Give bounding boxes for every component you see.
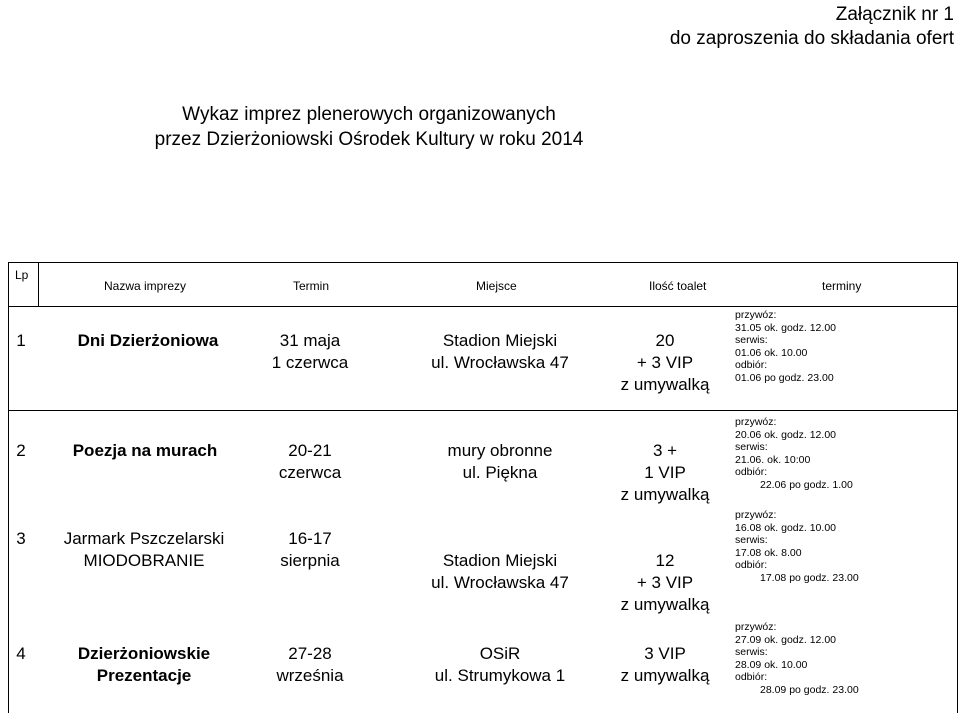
document-title-line1: Wykaz imprez plenerowych organizowanych [182,104,556,125]
event-name: Jarmark Pszczelarski MIODOBRANIE [63,529,225,570]
column-header-toilets: Ilość toalet [649,279,707,293]
row-number: 2 [16,441,26,460]
event-term: 16-17 sierpnia [280,529,340,570]
annex-subtitle: do zaproszenia do składania ofert [669,28,954,49]
event-toilets: 20 + 3 VIP z umywalką [620,331,710,394]
event-schedule: przywóz: 27.09 ok. godz. 12.00 serwis: 28.09 ok. 10.00 odbiór: 28.09 po godz. 23.00 [735,621,859,696]
annex-number: Załącznik nr 1 [835,4,954,25]
event-toilets: 3 + 1 VIP z umywalką [620,441,710,504]
event-schedule: przywóz: 20.06 ok. godz. 12.00 serwis: 21.06. ok. 10:00 odbiór: 22.06 po godz. 1.00 [735,416,853,491]
column-header-term: Termin [293,279,330,293]
event-term: 20-21 czerwca [278,441,342,482]
event-name: Dzierżoniowskie Prezentacje [77,644,211,685]
event-toilets: 3 VIP z umywalką [620,644,710,685]
event-name: Poezja na murach [72,441,218,460]
event-toilets: 12 + 3 VIP z umywalką [620,551,710,614]
event-term: 31 maja 1 czerwca [271,331,349,372]
row-number: 1 [16,331,26,350]
event-term: 27-28 września [276,644,344,685]
event-place: mury obronne ul. Piękna [447,441,553,482]
table-divider [8,306,958,307]
column-header-name: Nazwa imprezy [104,279,187,293]
event-place: OSiR ul. Strumykowa 1 [434,644,566,685]
event-schedule: przywóz: 31.05 ok. godz. 12.00 serwis: 01.06 ok. 10.00 odbiór: 01.06 po godz. 23.00 [735,309,836,384]
table-divider [38,262,39,307]
row-number: 4 [16,644,26,663]
event-place: Stadion Miejski ul. Wrocławska 47 [431,331,569,372]
table-divider [8,410,958,411]
column-header-place: Miejsce [476,279,517,293]
document-title-line2: przez Dzierżoniowski Ośrodek Kultury w roku 2014 [154,129,584,150]
column-header-lp: Lp [15,268,29,282]
row-number: 3 [16,529,26,548]
event-schedule: przywóz: 16.08 ok. godz. 10.00 serwis: 17.08 ok. 8.00 odbiór: 17.08 po godz. 23.00 [735,509,859,584]
column-header-schedule: terminy [822,279,862,293]
event-name: Dni Dzierżoniowa [77,331,219,350]
event-place: Stadion Miejski ul. Wrocławska 47 [431,551,569,592]
